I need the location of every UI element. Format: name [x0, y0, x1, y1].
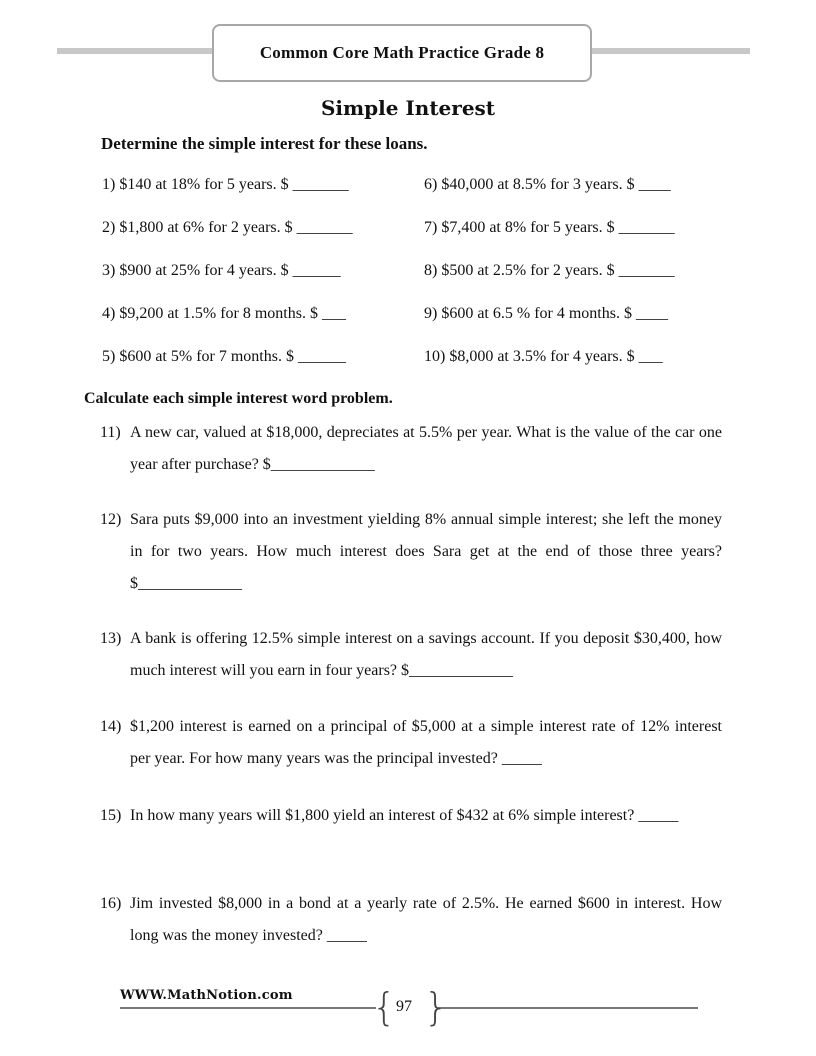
- footer-line-right: [438, 1007, 698, 1009]
- section-heading: Calculate each simple interest word problem.: [84, 390, 393, 407]
- word-problem-13: [100, 623, 722, 687]
- word-problem-number: 11): [100, 424, 121, 441]
- footer-line-left: [120, 1007, 376, 1009]
- problem-2: 2) $1,800 at 6% for 2 years. $ _______: [102, 219, 353, 236]
- word-problem-14: [100, 711, 722, 775]
- word-problem-16: [100, 888, 722, 952]
- header-bar-right: [592, 48, 750, 54]
- word-problem-number: 13): [100, 630, 122, 647]
- word-problem-12: [100, 504, 722, 600]
- problem-8: 8) $500 at 2.5% for 2 years. $ _______: [424, 262, 675, 279]
- problem-7: 7) $7,400 at 8% for 5 years. $ _______: [424, 219, 675, 236]
- word-problem-number: 16): [100, 895, 122, 912]
- word-problem-number: 12): [100, 511, 122, 528]
- problem-9: 9) $600 at 6.5 % for 4 months. $ ____: [424, 305, 668, 322]
- word-problem-number: 14): [100, 718, 122, 735]
- problem-6: 6) $40,000 at 8.5% for 3 years. $ ____: [424, 176, 671, 193]
- word-problem-text: In how many years will $1,800 yield an interest of $432 at 6% simple interest? _____: [130, 807, 679, 824]
- header-bar-left: [57, 48, 217, 54]
- word-problem-text: Sara puts $9,000 into an investment yielding 8% annual simple interest; she left the money in for two years. How much interest does Sara get at the end of those three years? $_____________: [130, 511, 722, 592]
- word-problem-number: 15): [100, 807, 122, 824]
- word-problem-11: [100, 417, 722, 481]
- word-problem-text: $1,200 interest is earned on a principal of $5,000 at a simple interest rate of 12% interest per year. For how many years was the principal invested? _____: [130, 718, 722, 767]
- word-problem-text: Jim invested $8,000 in a bond at a yearly rate of 2.5%. He earned $600 in interest. How long was the money invested? _____: [130, 895, 722, 944]
- problem-3: 3) $900 at 25% for 4 years. $ ______: [102, 262, 341, 279]
- footer-website: WWW.MathNotion.com: [120, 988, 293, 1003]
- right-brace-icon: }: [424, 985, 449, 1029]
- header-title: Common Core Math Practice Grade 8: [259, 43, 545, 62]
- instructions: Determine the simple interest for these loans.: [101, 134, 428, 153]
- word-problem-text: A new car, valued at $18,000, depreciates at 5.5% per year. What is the value of the car one year after purchase? $_____________: [130, 424, 722, 473]
- page-title: Simple Interest: [320, 96, 496, 120]
- problem-5: 5) $600 at 5% for 7 months. $ ______: [102, 348, 346, 365]
- page-number: 97: [396, 998, 412, 1015]
- problem-1: 1) $140 at 18% for 5 years. $ _______: [102, 176, 349, 193]
- word-problem-text: A bank is offering 12.5% simple interest on a savings account. If you deposit $30,400, how much interest will you earn in four years? $_____________: [130, 630, 722, 679]
- header-box: [212, 24, 592, 82]
- problem-4: 4) $9,200 at 1.5% for 8 months. $ ___: [102, 305, 346, 322]
- problem-10: 10) $8,000 at 3.5% for 4 years. $ ___: [424, 348, 663, 365]
- word-problem-15: [100, 800, 722, 832]
- left-brace-icon: {: [372, 985, 397, 1029]
